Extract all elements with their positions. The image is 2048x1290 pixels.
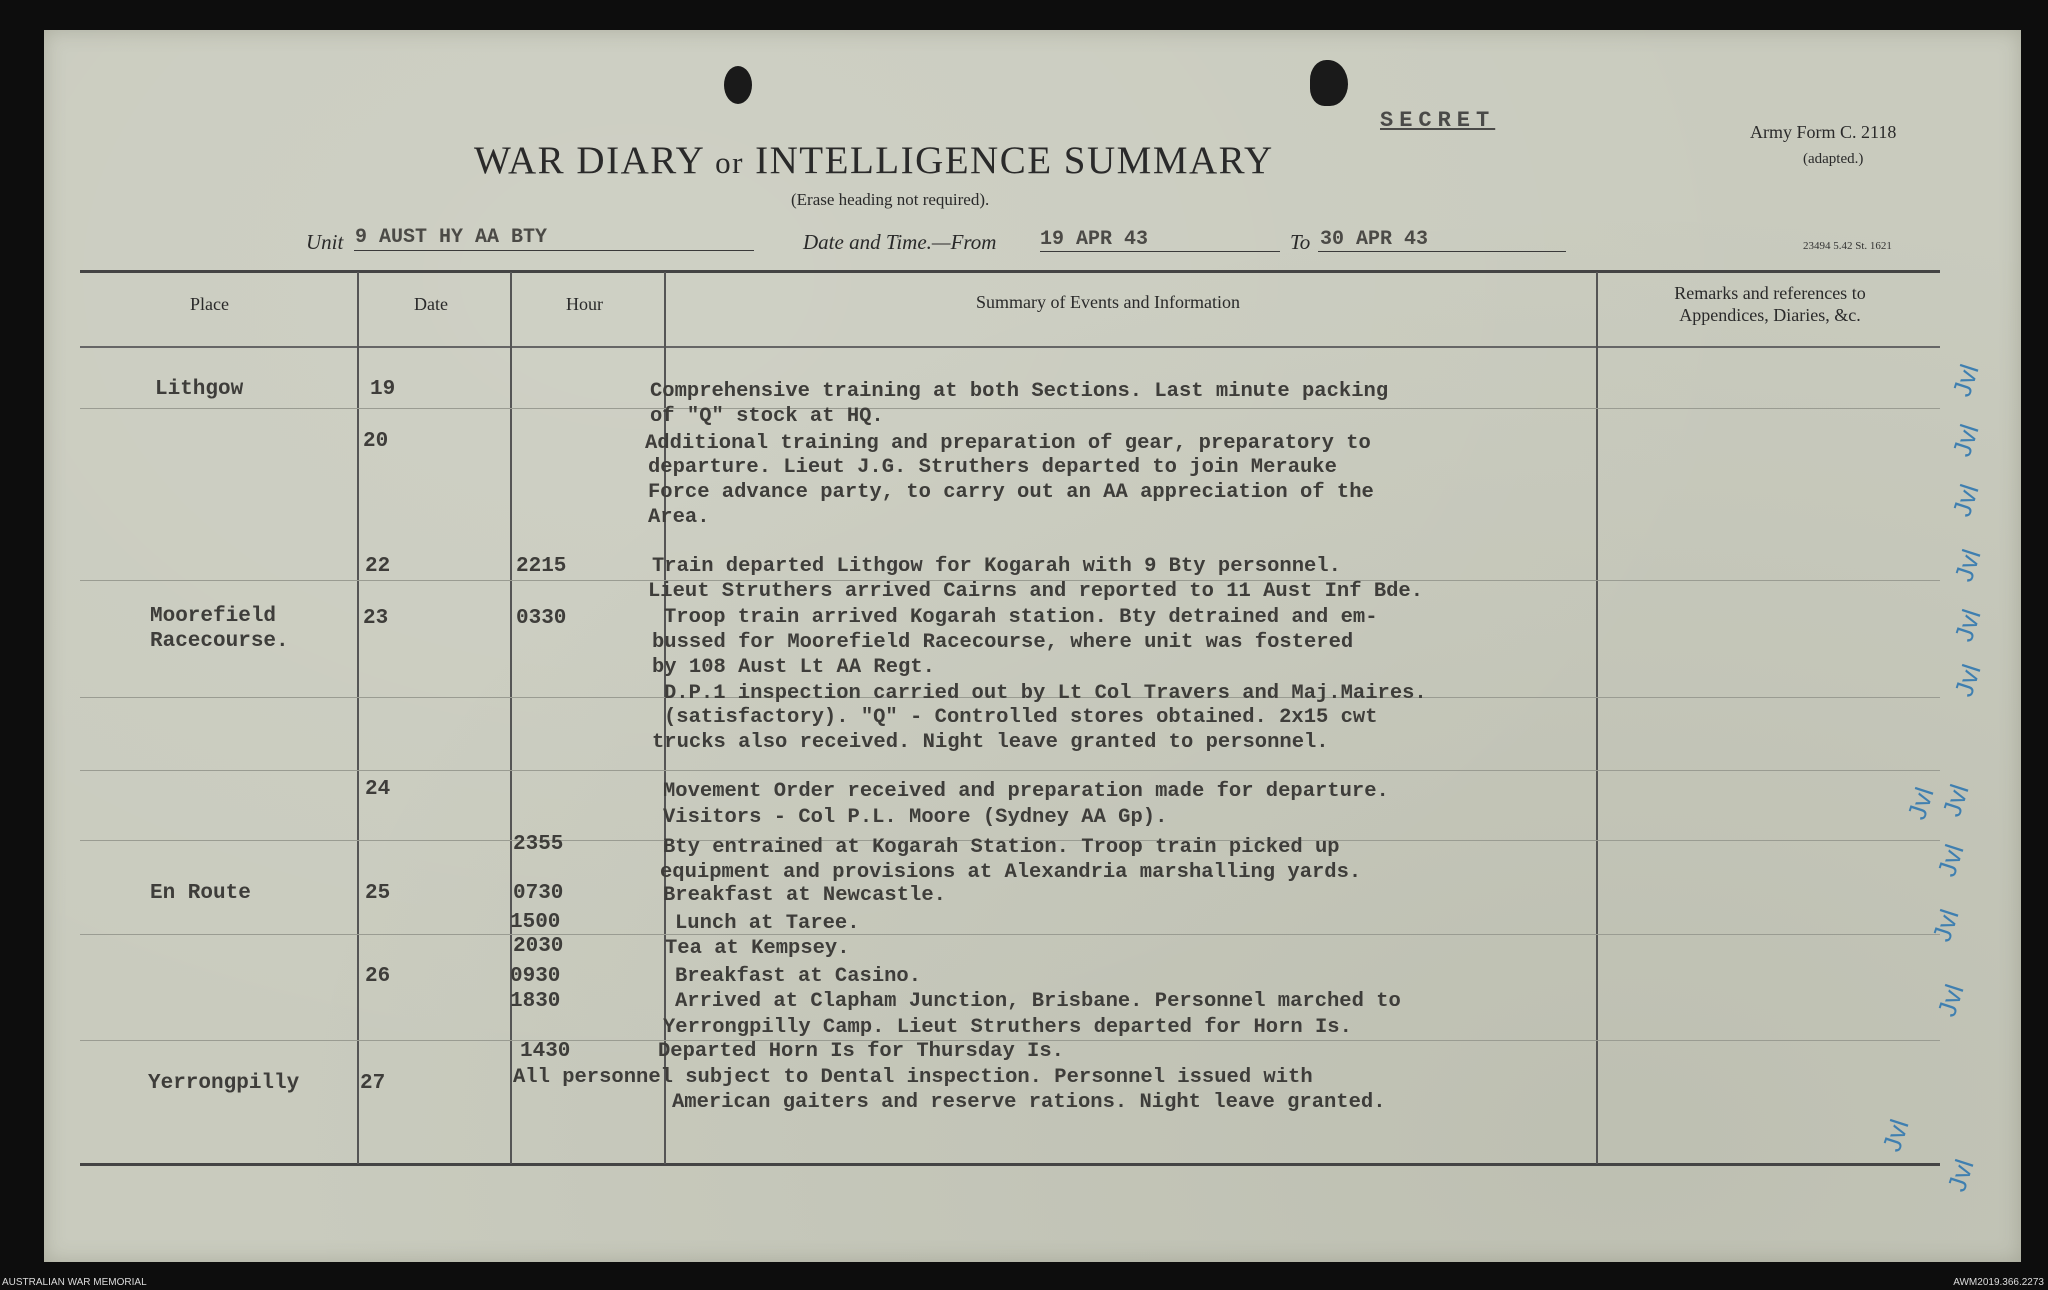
hour-cell: 1500 — [510, 911, 561, 934]
date-cell: 24 — [365, 778, 391, 801]
hour-cell: 0730 — [513, 882, 564, 905]
event-line: Train departed Lithgow for Kogarah with 9 Bty personnel. — [652, 555, 1341, 578]
column-header-date: Date — [414, 294, 448, 314]
event-line: Area. — [648, 506, 710, 529]
event-line: departure. Lieut J.G. Struthers departed to join Merauke — [648, 456, 1337, 479]
punch-hole-right — [1310, 60, 1348, 106]
date-cell: 19 — [370, 378, 396, 401]
handwritten-initial: Jvl — [1876, 1115, 1915, 1156]
handwritten-initial: Jvl — [1901, 783, 1940, 824]
column-header-place: Place — [190, 294, 229, 314]
event-line: D.P.1 inspection carried out by Lt Col Travers and Maj.Maires. — [664, 682, 1427, 705]
ruled-line — [80, 770, 1940, 771]
handwritten-initial: Jvl — [1946, 420, 1985, 461]
handwritten-initial: Jvl — [1936, 780, 1975, 821]
subtitle: (Erase heading not required). — [791, 190, 990, 209]
handwritten-initial: Jvl — [1948, 660, 1987, 701]
col-divider-place — [357, 272, 359, 1164]
event-line: Visitors - Col P.L. Moore (Sydney AA Gp). — [663, 806, 1168, 829]
event-line: All personnel subject to Dental inspection. Personnel issued with — [513, 1066, 1313, 1089]
place-cell: Moorefield — [150, 605, 277, 628]
date-time-label: Date and Time.—From — [803, 230, 997, 254]
event-line: equipment and provisions at Alexandria marshalling yards. — [660, 861, 1362, 884]
unit-value: 9 AUST HY AA BTY — [355, 226, 548, 249]
event-line: Tea at Kempsey. — [665, 937, 850, 960]
hour-cell: 0330 — [516, 607, 567, 630]
event-line: of "Q" stock at HQ. — [650, 405, 884, 428]
col-divider-date — [510, 272, 512, 1164]
event-line: Additional training and preparation of gear, preparatory to — [645, 432, 1371, 455]
title-or: or — [715, 145, 744, 180]
event-line: trucks also received. Night leave granted to personnel. — [652, 731, 1329, 754]
col-divider-summary — [1596, 272, 1598, 1164]
handwritten-initial: Jvl — [1931, 840, 1970, 881]
handwritten-initial: Jvl — [1948, 545, 1987, 586]
event-line: Lunch at Taree. — [675, 912, 860, 935]
adapted-label: (adapted.) — [1803, 151, 1864, 167]
to-date-value: 30 APR 43 — [1320, 228, 1429, 251]
from-date-value: 19 APR 43 — [1040, 228, 1149, 251]
column-header-remarks: Remarks and references to Appendices, Diaries, &c. — [1674, 283, 1866, 325]
event-line: (satisfactory). "Q" - Controlled stores obtained. 2x15 cwt — [664, 706, 1378, 729]
unit-label: Unit — [306, 230, 344, 254]
footer-catalog-id: AWM2019.366.2273 — [1953, 1277, 2044, 1288]
secret-stamp: SECRET — [1380, 108, 1496, 133]
event-line: Lieut Struthers arrived Cairns and reported to 11 Aust Inf Bde. — [648, 580, 1424, 603]
handwritten-initial: Jvl — [1931, 980, 1970, 1021]
event-line: Bty entrained at Kogarah Station. Troop train picked up — [663, 836, 1340, 859]
table-top-rule — [80, 270, 1940, 273]
event-line: Troop train arrived Kogarah station. Bty detrained and em- — [664, 606, 1378, 629]
event-line: Force advance party, to carry out an AA appreciation of the — [648, 481, 1374, 504]
army-form-number: Army Form C. 2118 — [1750, 122, 1897, 142]
title-intelligence-summary: INTELLIGENCE SUMMARY — [755, 139, 1274, 182]
column-header-summary: Summary of Events and Information — [976, 292, 1240, 312]
event-line: by 108 Aust Lt AA Regt. — [652, 656, 935, 679]
event-line: Arrived at Clapham Junction, Brisbane. Personnel marched to — [675, 990, 1401, 1013]
form-code: 23494 5.42 St. 1621 — [1803, 240, 1892, 252]
event-line: Breakfast at Newcastle. — [663, 884, 946, 907]
hour-cell: 2355 — [513, 833, 564, 856]
footer-source: AUSTRALIAN WAR MEMORIAL — [2, 1277, 147, 1288]
place-cell: Lithgow — [155, 378, 244, 401]
place-cell: Yerrongpilly — [148, 1072, 300, 1095]
hour-cell: 1830 — [510, 990, 561, 1013]
ruled-line — [80, 408, 1940, 409]
to-underline — [1318, 251, 1566, 252]
event-line: Breakfast at Casino. — [675, 965, 922, 988]
handwritten-initial: Jvl — [1946, 480, 1985, 521]
table-bottom-rule — [80, 1163, 1940, 1166]
handwritten-initial: Jvl — [1941, 1155, 1980, 1196]
date-cell: 23 — [363, 607, 389, 630]
punch-hole-left — [724, 66, 752, 104]
place-cell: Racecourse. — [150, 630, 289, 653]
date-cell: 26 — [365, 965, 391, 988]
from-underline — [1040, 251, 1280, 252]
ruled-line — [80, 934, 1940, 935]
event-line: bussed for Moorefield Racecourse, where unit was fostered — [652, 631, 1354, 654]
hour-cell: 2030 — [513, 935, 564, 958]
date-cell: 20 — [363, 430, 389, 453]
event-line: Comprehensive training at both Sections. Last minute packing — [650, 380, 1389, 403]
title-war-diary: WAR DIARY — [474, 139, 704, 182]
unit-underline — [354, 250, 754, 251]
to-label: To — [1290, 230, 1311, 254]
event-line: Movement Order received and preparation made for departure. — [663, 780, 1389, 803]
hour-cell: 0930 — [510, 965, 561, 988]
handwritten-initial: Jvl — [1946, 360, 1985, 401]
header-bottom-rule — [80, 346, 1940, 348]
hour-cell: 2215 — [516, 555, 567, 578]
date-cell: 25 — [365, 882, 391, 905]
hour-cell: 1430 — [520, 1040, 571, 1063]
column-header-hour: Hour — [566, 294, 603, 314]
handwritten-initial: Jvl — [1948, 605, 1987, 646]
date-cell: 27 — [360, 1072, 386, 1095]
event-line: Yerrongpilly Camp. Lieut Struthers departed for Horn Is. — [663, 1016, 1352, 1039]
page-title — [474, 138, 1274, 183]
place-cell: En Route — [150, 882, 251, 905]
event-line: American gaiters and reserve rations. Night leave granted. — [672, 1091, 1386, 1114]
event-line: Departed Horn Is for Thursday Is. — [658, 1040, 1064, 1063]
handwritten-initial: Jvl — [1926, 905, 1965, 946]
date-cell: 22 — [365, 555, 391, 578]
